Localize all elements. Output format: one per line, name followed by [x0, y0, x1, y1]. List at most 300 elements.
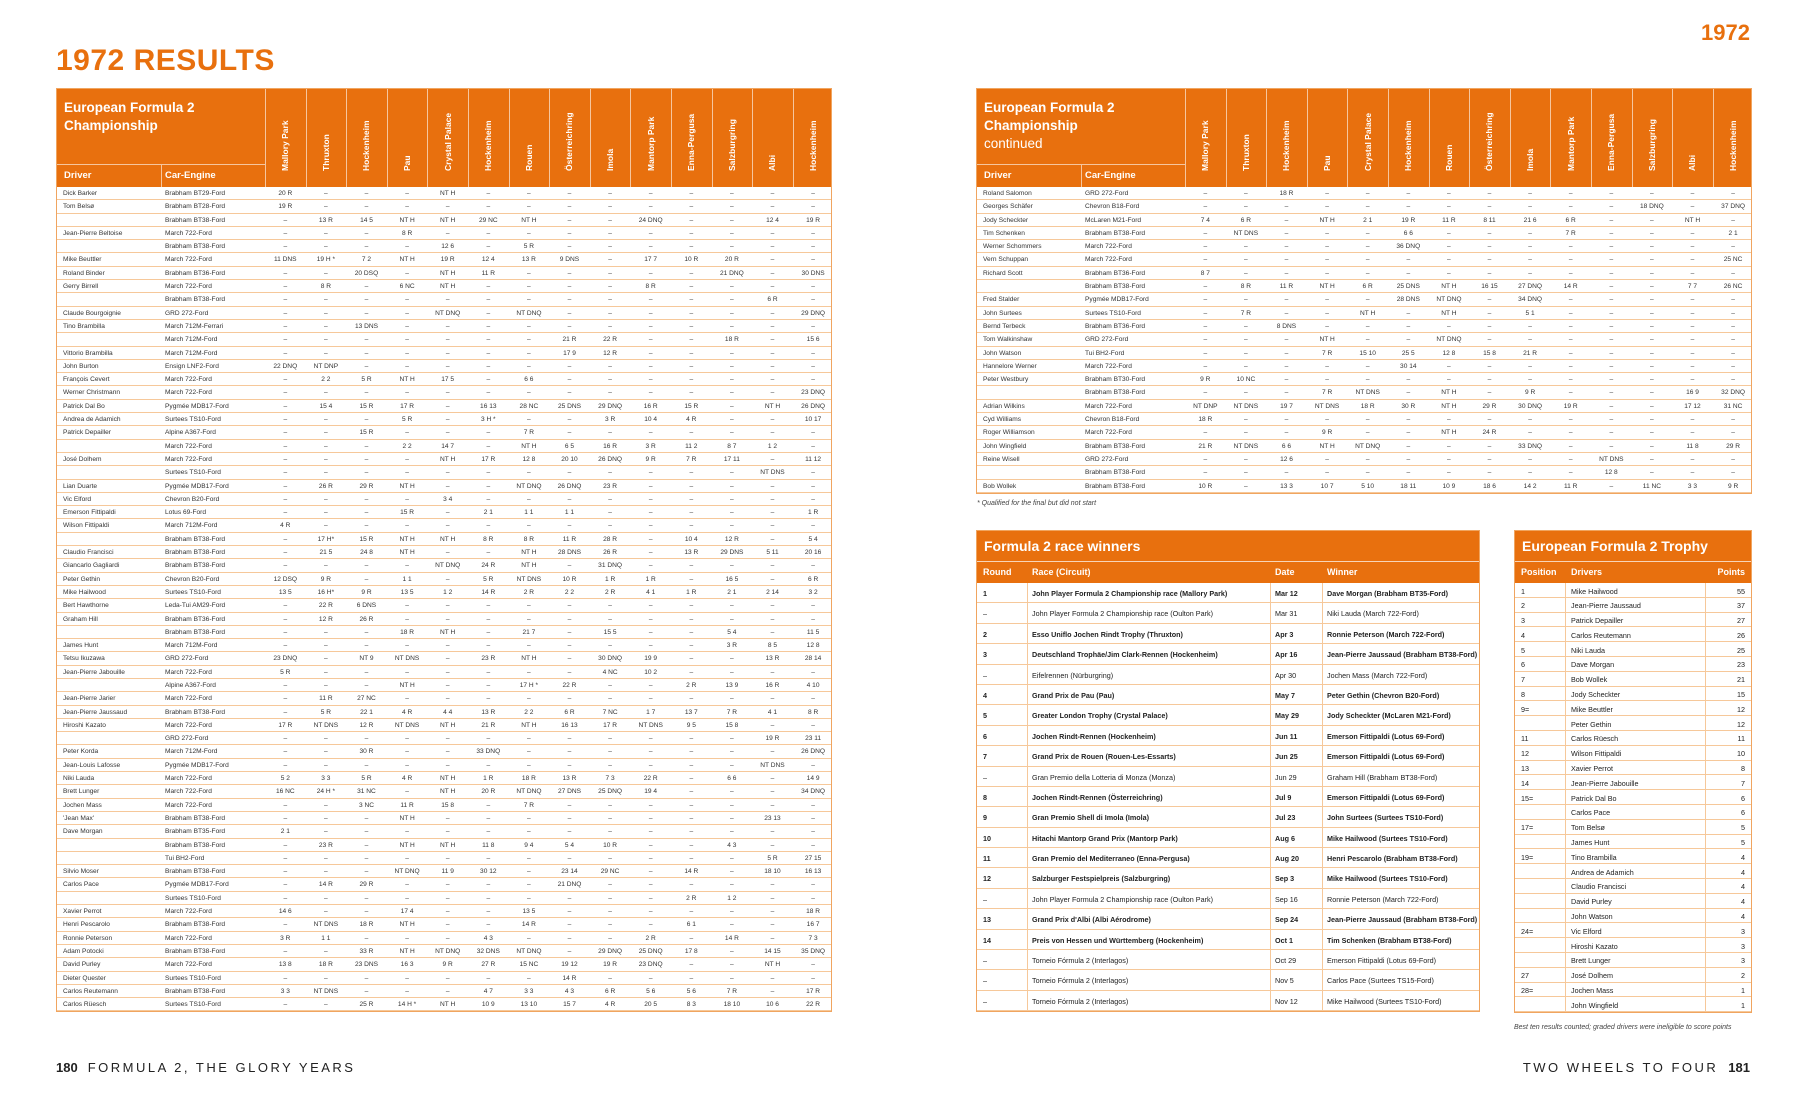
result-cell: – — [486, 735, 491, 743]
result-cell: 7 7 — [1687, 283, 1698, 291]
result-cell: – — [1690, 243, 1695, 251]
driver-name: Patrick Dal Bo — [1571, 793, 1617, 803]
table-row — [57, 998, 831, 1011]
result-cell: 31 NC — [1723, 402, 1743, 410]
result-cell: – — [1406, 256, 1411, 264]
race-column-header — [468, 89, 509, 187]
race-name: Thruxton — [320, 134, 331, 171]
result-cell: – — [1731, 416, 1735, 424]
result-cell: NT DNQ — [435, 562, 461, 570]
result-cell: – — [364, 203, 369, 211]
car-engine: Pygmée MDB17-Ford — [165, 482, 229, 490]
result-cell: – — [648, 469, 653, 477]
result-cell: 10 9 — [1442, 482, 1456, 490]
result-cell: 9 4 — [524, 841, 534, 849]
table-title-line1: European Formula 2 — [64, 100, 195, 115]
result-cell: – — [567, 748, 572, 756]
result-cell: – — [648, 376, 653, 384]
car-engine: Leda-Tui AM29-Ford — [165, 602, 226, 610]
result-cell: – — [1487, 469, 1492, 477]
result-cell: – — [567, 801, 572, 809]
position: 27 — [1521, 971, 1529, 981]
result-cell: 11 2 — [685, 442, 698, 450]
points: 4 — [1741, 912, 1745, 922]
result-cell: 10 4 — [684, 535, 698, 543]
result-cell: – — [445, 402, 450, 410]
trophy-row — [1515, 938, 1751, 953]
trophy-row — [1515, 849, 1751, 864]
car-engine: GRD 272-Ford — [1085, 336, 1129, 344]
result-cell: 15 10 — [1359, 349, 1376, 357]
result-cell: – — [811, 376, 815, 384]
result-cell: – — [567, 761, 572, 769]
result-cell: – — [283, 243, 288, 251]
result-cell: – — [689, 881, 694, 889]
winners-rows — [977, 583, 1479, 1011]
result-cell: – — [1650, 376, 1654, 384]
result-cell: – — [364, 894, 369, 902]
result-cell: – — [689, 695, 694, 703]
result-cell: – — [811, 469, 815, 477]
result-cell: – — [608, 389, 612, 397]
result-cell: – — [689, 761, 694, 769]
race-column-header — [793, 89, 834, 187]
table-row — [57, 426, 831, 439]
result-cell: – — [1731, 455, 1735, 463]
result-cell: – — [567, 269, 572, 277]
car-engine: Brabham BT38-Ford — [165, 243, 226, 251]
race-name: Mantorp Park — [1565, 116, 1576, 171]
driver-name: Tom Belsø — [63, 203, 95, 211]
points: 21 — [1737, 675, 1745, 685]
driver-name: James Hunt — [63, 642, 99, 650]
result-cell: – — [1487, 229, 1492, 237]
race-winner: Jean-Pierre Jaussaud (Brabham BT38-Ford) — [1327, 915, 1478, 925]
table-row — [57, 932, 831, 945]
result-cell: 34 DNQ — [1518, 296, 1542, 304]
result-cell: 5 R — [361, 775, 372, 783]
result-cell: – — [608, 269, 612, 277]
result-cell: 22 R — [562, 681, 577, 689]
result-cell: 6 R — [1565, 216, 1576, 224]
car-engine: March 712M-Ford — [165, 349, 218, 357]
result-cell: 11 R — [481, 269, 496, 277]
result-cell: 16 R — [603, 442, 618, 450]
race-column-header — [1510, 89, 1551, 187]
result-cell: – — [648, 243, 653, 251]
result-cell: 17 R — [278, 721, 293, 729]
result-cell: – — [486, 642, 491, 650]
driver-name: Lian Duarte — [63, 482, 98, 490]
table-row — [57, 253, 831, 266]
table-row — [57, 386, 831, 399]
result-cell: – — [445, 322, 450, 330]
driver-name: Peter Gethin — [63, 575, 101, 583]
table-row — [57, 878, 831, 891]
race-winner: Tim Schenken (Brabham BT38-Ford) — [1327, 935, 1452, 945]
result-cell: 11 NC — [1642, 482, 1661, 490]
result-cell: – — [324, 495, 328, 503]
table-row — [57, 772, 831, 785]
result-cell: – — [324, 203, 328, 211]
result-cell: 17 4 — [400, 908, 414, 916]
result-cell: – — [527, 748, 531, 756]
race-name: Imola — [1525, 148, 1536, 171]
points: 12 — [1737, 704, 1745, 714]
result-cell: 10 R — [1198, 482, 1213, 490]
result-cell: – — [1365, 269, 1370, 277]
result-cell: 13 5 — [522, 908, 536, 916]
race-date: Sep 3 — [1275, 874, 1295, 884]
points: 6 — [1741, 793, 1745, 803]
result-cell: 8 R — [483, 535, 494, 543]
result-cell: – — [567, 562, 572, 570]
result-cell: – — [1447, 243, 1451, 251]
winner-row — [977, 767, 1479, 787]
result-cell: 9 R — [361, 588, 372, 596]
result-cell: – — [689, 283, 694, 291]
result-cell: 17 R — [481, 455, 496, 463]
result-cell: – — [1650, 469, 1654, 477]
result-cell: 12 8 — [1442, 349, 1456, 357]
result-cell: NT H — [399, 947, 415, 955]
driver-name: Jean-Pierre Jabouille — [63, 668, 125, 676]
round-number: – — [983, 996, 987, 1006]
result-cell: – — [689, 522, 694, 530]
result-cell: – — [324, 642, 328, 650]
result-cell: – — [689, 841, 694, 849]
result-cell: 13 10 — [520, 1001, 538, 1009]
points: 4 — [1741, 852, 1745, 862]
winner-row — [977, 726, 1479, 746]
driver-name: Andrea de Adamich — [1571, 867, 1634, 877]
result-cell: – — [405, 735, 409, 743]
table-title-continued: continued — [984, 136, 1043, 151]
round-number: 11 — [983, 854, 991, 864]
race-winner: Jean-Pierre Jaussaud (Brabham BT38-Ford) — [1327, 650, 1478, 660]
table-row — [57, 200, 831, 213]
result-cell: – — [445, 469, 450, 477]
driver-name: Jean-Pierre Jaussaud — [1571, 601, 1641, 611]
result-cell: – — [567, 522, 572, 530]
result-cell: – — [648, 362, 653, 370]
result-cell: – — [811, 442, 815, 450]
points: 10 — [1737, 749, 1745, 759]
result-cell: – — [283, 495, 288, 503]
points-header: Points — [1717, 567, 1745, 577]
result-cell: – — [608, 376, 612, 384]
result-cell: 27 DNQ — [1518, 283, 1542, 291]
result-cell: – — [1650, 322, 1654, 330]
driver-name: Giancarlo Gagliardi — [63, 562, 120, 570]
result-cell: 27 15 — [804, 854, 822, 862]
result-cell: – — [689, 668, 694, 676]
result-cell: 2 2 — [402, 442, 412, 450]
result-cell: 10 R — [603, 841, 618, 849]
result-cell: – — [324, 455, 328, 463]
result-cell: 6 1 — [686, 921, 696, 929]
result-cell: – — [364, 681, 369, 689]
result-cell: – — [608, 522, 612, 530]
result-cell: – — [364, 642, 369, 650]
result-cell: – — [324, 309, 328, 317]
driver-name: Gerry Birrell — [63, 283, 99, 291]
result-cell: NT DNS — [1314, 402, 1340, 410]
table-row — [57, 333, 831, 346]
table-row — [977, 480, 1751, 493]
result-cell: 4 R — [686, 416, 697, 424]
result-cell: – — [1690, 269, 1695, 277]
result-cell: – — [1244, 349, 1248, 357]
result-cell: – — [648, 868, 653, 876]
result-cell: – — [1690, 336, 1695, 344]
result-cell: 10 17 — [804, 416, 822, 424]
result-cell: – — [1568, 455, 1573, 463]
result-cell: – — [445, 429, 450, 437]
result-cell: – — [730, 509, 734, 517]
result-cell: – — [405, 562, 409, 570]
result-cell: 28 R — [603, 535, 618, 543]
result-cell: – — [1609, 216, 1614, 224]
result-cell: – — [567, 190, 572, 197]
result-cell: – — [1284, 229, 1289, 237]
result-cell: NT H — [440, 788, 456, 796]
car-engine: Surtees TS10-Ford — [165, 974, 221, 982]
table-title — [984, 99, 1115, 153]
race-column-header — [1185, 89, 1226, 187]
result-cell: – — [648, 828, 653, 836]
result-cell: NT DNQ — [516, 788, 542, 796]
result-cell: – — [527, 362, 531, 370]
result-cell: 8 R — [807, 708, 819, 716]
result-cell: – — [324, 190, 328, 197]
result-cell: 20 R — [724, 256, 739, 264]
result-cell: 11 8 — [1686, 442, 1699, 450]
driver-name: Roland Binder — [63, 269, 105, 277]
result-cell: – — [770, 628, 775, 636]
result-cell: – — [608, 894, 612, 902]
result-cell: – — [1568, 256, 1573, 264]
result-cell: – — [730, 908, 734, 916]
result-cell: 2 1 — [483, 509, 493, 517]
car-engine: March 722-Ford — [165, 376, 212, 384]
car-engine: Chevron B18-Ford — [1085, 203, 1140, 211]
result-cell: – — [730, 947, 734, 955]
table-row — [57, 599, 831, 612]
car-engine: March 722-Ford — [165, 721, 212, 729]
table-row — [57, 187, 831, 200]
result-cell: 14 R — [1563, 283, 1578, 291]
race-date: Nov 5 — [1275, 976, 1294, 986]
table-row — [977, 466, 1751, 479]
result-cell: 8 R — [401, 229, 413, 237]
position: 2 — [1521, 601, 1525, 611]
result-cell: 20 10 — [561, 455, 578, 463]
table-row — [57, 905, 831, 918]
result-cell: – — [689, 814, 694, 822]
result-cell: – — [770, 495, 775, 503]
driver-name: Adrian Wilkins — [983, 402, 1025, 410]
result-cell: – — [811, 761, 815, 769]
result-cell: – — [689, 190, 694, 197]
driver-name: Andrea de Adamich — [63, 416, 121, 424]
result-cell: – — [1203, 283, 1208, 291]
table-row — [57, 373, 831, 386]
result-cell: 21 R — [562, 336, 577, 344]
result-cell: – — [1244, 362, 1248, 370]
result-cell: 16 7 — [806, 921, 820, 929]
result-cell: NT H — [764, 402, 781, 410]
car-engine: Brabham BT30-Ford — [1085, 376, 1146, 384]
result-cell: 5 4 — [564, 841, 575, 849]
driver-name: José Dolhem — [1571, 971, 1613, 981]
position: 4 — [1521, 630, 1525, 640]
driver-name: Brett Lunger — [63, 788, 100, 796]
result-cell: 29 NC — [600, 868, 620, 876]
result-cell: – — [445, 814, 450, 822]
result-cell: – — [567, 216, 572, 224]
result-cell: – — [405, 269, 409, 277]
race-date: Sep 24 — [1275, 915, 1299, 925]
result-cell: – — [364, 868, 369, 876]
result-cell: – — [730, 362, 734, 370]
round-number: 1 — [983, 589, 987, 598]
result-cell: 15 R — [400, 509, 415, 517]
result-cell: NT H — [521, 549, 537, 557]
result-cell: – — [730, 469, 734, 477]
result-cell: – — [527, 229, 531, 237]
car-engine: Brabham BT35-Ford — [165, 828, 226, 836]
result-cell: – — [1690, 349, 1695, 357]
result-cell: 12 8 — [1604, 469, 1618, 477]
result-cell: – — [486, 203, 491, 211]
table-row — [57, 293, 831, 306]
result-cell: – — [811, 349, 815, 357]
race-date: May 29 — [1275, 711, 1299, 721]
result-cell: – — [445, 828, 450, 836]
car-engine: March 722-Ford — [165, 442, 212, 450]
result-cell: 31 NC — [357, 788, 376, 796]
driver-name: Xavier Perrot — [1571, 764, 1613, 774]
table-row — [57, 573, 831, 586]
result-cell: NT DNS — [394, 721, 420, 729]
result-cell: – — [527, 894, 531, 902]
result-cell: – — [324, 801, 328, 809]
race-name: Pau — [1322, 155, 1333, 171]
driver-name: 'Jean Max' — [63, 814, 95, 822]
result-cell: 4 4 — [443, 708, 453, 716]
result-cell: NT DNQ — [516, 309, 542, 317]
result-cell: – — [1325, 362, 1329, 370]
result-cell: – — [608, 828, 612, 836]
result-cell: – — [1244, 482, 1248, 490]
result-cell: 11 5 — [806, 628, 820, 636]
result-cell: 10 R — [562, 575, 577, 583]
result-cell: – — [486, 283, 491, 291]
result-cell: 10 R — [684, 256, 699, 264]
round-number: – — [983, 772, 987, 782]
result-cell: – — [324, 389, 328, 397]
points: 3 — [1741, 941, 1745, 951]
result-cell: – — [486, 681, 491, 689]
result-cell: – — [770, 841, 775, 849]
result-cell: 5 R — [320, 708, 332, 716]
race-column-header — [387, 89, 428, 187]
result-cell: 29 R — [1482, 402, 1497, 410]
points: 4 — [1741, 867, 1745, 877]
result-cell: – — [324, 1001, 328, 1009]
result-cell: – — [283, 947, 288, 955]
result-cell: 5 R — [483, 575, 494, 583]
result-cell: – — [689, 854, 694, 862]
result-cell: – — [1244, 269, 1248, 277]
result-cell: 21 R — [1198, 442, 1213, 450]
result-cell: – — [567, 828, 572, 836]
race-circuit: Grand Prix d'Albi (Albi Aérodrome) — [1032, 915, 1151, 925]
race-date: Apr 3 — [1275, 629, 1294, 639]
result-cell: – — [648, 602, 653, 610]
result-cell: – — [1609, 416, 1614, 424]
result-cell: – — [1406, 429, 1411, 437]
result-cell: – — [364, 575, 369, 583]
result-cell: – — [445, 881, 450, 889]
result-cell: 2 2 — [564, 588, 575, 596]
result-cell: – — [1487, 296, 1492, 304]
result-cell: – — [770, 429, 775, 437]
race-circuit: Deutschland Trophäe/Jim Clark-Rennen (Hockenheim) — [1032, 650, 1218, 660]
result-cell: – — [1406, 322, 1411, 330]
result-cell: – — [770, 349, 775, 357]
result-cell: – — [1650, 402, 1654, 410]
race-name: Mallory Park — [280, 120, 291, 171]
race-circuit: Preis von Hessen und Württemberg (Hockenheim) — [1032, 935, 1204, 945]
result-cell: – — [567, 376, 572, 384]
result-cell: – — [283, 469, 288, 477]
result-cell: – — [1284, 376, 1289, 384]
result-cell: 19 R — [440, 256, 455, 264]
result-cell: – — [486, 469, 491, 477]
points: 3 — [1741, 926, 1745, 936]
driver-name: James Hunt — [1571, 838, 1610, 848]
result-cell: – — [527, 814, 531, 822]
result-cell: NT DNS — [1233, 442, 1259, 450]
result-cell: 17 R — [806, 987, 821, 995]
round-number: 9 — [983, 813, 987, 823]
result-cell: – — [608, 229, 612, 237]
driver-name: Patrick Depailler — [1571, 616, 1624, 626]
driver-name: Jody Scheckter — [1571, 690, 1621, 700]
driver-name: Peter Westbury — [983, 376, 1029, 384]
result-cell: 5 4 — [808, 535, 818, 543]
result-cell: – — [405, 881, 409, 889]
result-cell: – — [486, 309, 491, 317]
result-cell: – — [283, 296, 288, 304]
result-cell: 11 DNS — [273, 256, 297, 264]
result-cell: – — [1325, 269, 1329, 277]
result-cell: – — [730, 322, 734, 330]
table-row — [57, 945, 831, 958]
result-cell: – — [1731, 376, 1735, 384]
trophy-row — [1515, 879, 1751, 894]
result-cell: – — [1203, 455, 1208, 463]
result-cell: NT H — [764, 961, 781, 969]
result-cell: – — [324, 562, 328, 570]
position: 13 — [1521, 764, 1529, 774]
result-cell: – — [648, 628, 653, 636]
result-cell: – — [1650, 229, 1654, 237]
result-cell: – — [811, 894, 815, 902]
result-cell: – — [1650, 442, 1654, 450]
